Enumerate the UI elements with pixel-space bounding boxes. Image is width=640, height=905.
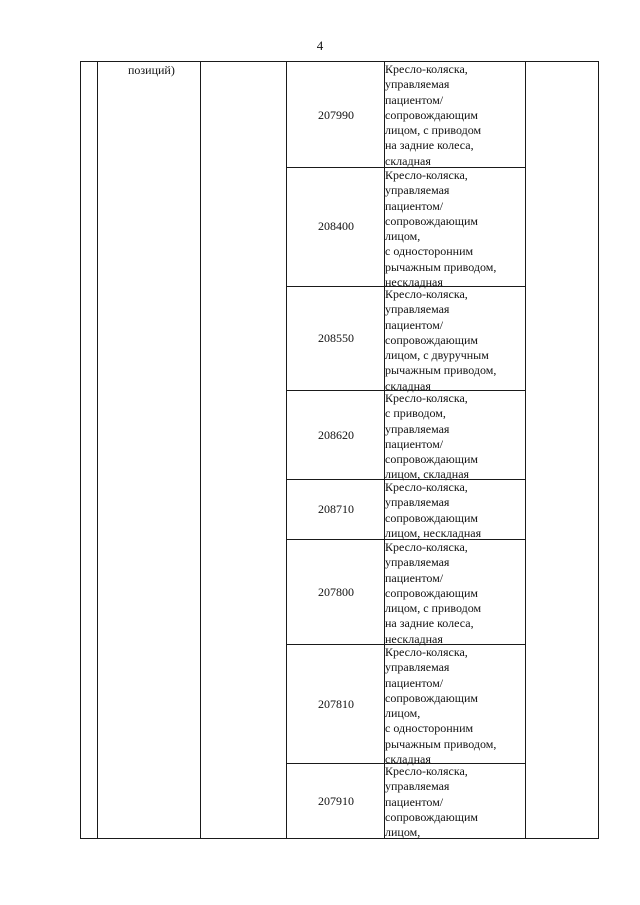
column-divider-1: [97, 61, 98, 839]
category-text: позиций): [128, 63, 175, 77]
product-description: Кресло-коляска, с приводом, управляемая пациентом/ сопровождающим лицом, складная: [385, 391, 478, 482]
product-description: Кресло-коляска, управляемая пациентом/ сопровождающим лицом,: [385, 764, 478, 840]
table-border-left: [80, 61, 81, 839]
product-code: 207800: [318, 585, 354, 599]
column-divider-2: [200, 61, 201, 839]
product-description: Кресло-коляска, управляемая пациентом/ сопровождающим лицом, с приводом на задние колеса, складная: [385, 62, 482, 168]
product-description: Кресло-коляска, управляемая сопровождающим лицом, нескладная: [385, 480, 482, 540]
product-description: Кресло-коляска, управляемая пациентом/ сопровождающим лицом, с двуручным рычажным приводом, складная: [385, 287, 497, 393]
product-description: Кресло-коляска, управляемая пациентом/ сопровождающим лицом, с приводом на задние колеса, нескладная: [385, 540, 482, 646]
column-divider-5: [525, 61, 526, 839]
product-code: 207910: [318, 794, 354, 808]
product-code: 208400: [318, 219, 354, 233]
product-code: 207990: [318, 108, 354, 122]
page-number: 4: [316, 38, 324, 53]
product-code: 208550: [318, 331, 354, 345]
column-divider-3: [286, 61, 287, 839]
product-description: Кресло-коляска, управляемая пациентом/ сопровождающим лицом, с односторонним рычажным приводом, складная: [385, 645, 497, 767]
product-code: 207810: [318, 697, 354, 711]
product-code: 208710: [318, 502, 354, 516]
product-code: 208620: [318, 428, 354, 442]
table-border-right: [598, 61, 599, 839]
product-description: Кресло-коляска, управляемая пациентом/ сопровождающим лицом, с односторонним рычажным приводом, нескладная: [385, 168, 497, 290]
